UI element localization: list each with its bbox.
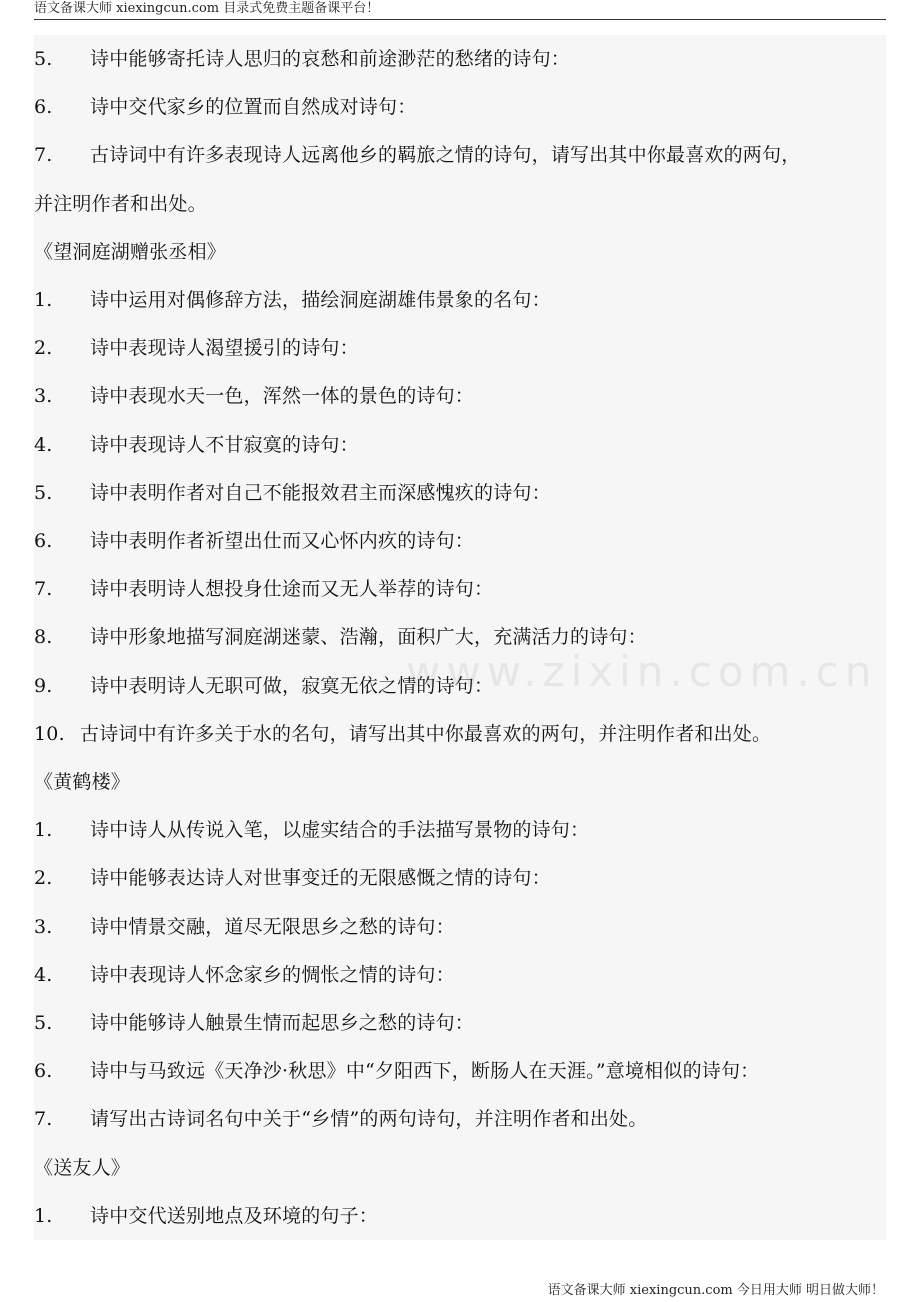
question-number: 2.: [34, 867, 53, 890]
question-line: [34, 662, 493, 710]
question-text: 诗中表现诗人不甘寂寞的诗句：: [90, 433, 359, 456]
question-text: 诗中诗人从传说入笔，以虚实结合的手法描写景物的诗句：: [90, 819, 590, 842]
question-number: 1.: [34, 289, 53, 311]
question-number: 10.: [34, 722, 65, 745]
section-title: [34, 1144, 130, 1192]
question-number: 4.: [34, 963, 53, 986]
question-line: [34, 1192, 378, 1240]
section-title-text: 《望洞庭湖赠张丞相》: [34, 240, 227, 263]
question-text: 诗中能够诗人触景生情而起思乡之愁的诗句：: [90, 1012, 475, 1034]
question-number: 8.: [34, 626, 53, 649]
question-text: 诗中表现诗人渴望援引的诗句：: [90, 337, 359, 360]
section-title: [34, 228, 226, 276]
question-line: [34, 565, 493, 613]
page-footer: [548, 1282, 884, 1300]
question-line: [34, 372, 474, 420]
question-text: 诗中形象地描写洞庭湖迷蒙、浩瀚，面积广大，充满活力的诗句：: [90, 626, 647, 649]
question-number: 1.: [34, 1204, 53, 1227]
question-text: 诗中表明作者祈望出仕而又心怀内疚的诗句：: [90, 530, 475, 552]
question-number: 3.: [34, 915, 53, 938]
question-line: [34, 276, 551, 324]
question-text: 诗中能够表达诗人对世事变迁的无限感慨之情的诗句：: [90, 867, 551, 890]
question-text: 诗中表现水天一色，浑然一体的景色的诗句：: [90, 385, 475, 408]
question-line: [34, 854, 551, 902]
question-text: 诗中交代家乡的位置而自然成对诗句：: [90, 96, 417, 119]
question-number: 7.: [34, 144, 53, 167]
question-number: 1.: [34, 819, 53, 842]
footer-text: 语文备课大师 xiexingcun.com 今日用大师 明日做大师！: [547, 1283, 884, 1298]
question-line: [34, 999, 474, 1047]
question-line: [34, 469, 551, 517]
question-number: 9.: [34, 674, 53, 697]
question-line: [34, 710, 771, 758]
question-line: [34, 35, 570, 83]
question-line: [34, 83, 416, 131]
question-text: 诗中表明作者对自己不能报效君主而深感愧疚的诗句：: [90, 481, 551, 504]
question-text: 诗中表现诗人怀念家乡的惆怅之情的诗句：: [90, 963, 455, 986]
question-line: [34, 1047, 759, 1095]
question-number: 5.: [34, 48, 53, 70]
question-text: 并注明作者和出处。: [34, 192, 207, 215]
question-text: 诗中情景交融，道尽无限思乡之愁的诗句：: [90, 915, 455, 938]
question-number: 7.: [34, 578, 53, 601]
page-header: [34, 0, 886, 20]
question-line: [34, 1095, 647, 1143]
question-text: 古诗词中有许多表现诗人远离他乡的羁旅之情的诗句，请写出其中你最喜欢的两句，: [90, 144, 801, 167]
watermark: www.zixin.com.cn: [406, 647, 878, 696]
question-text: 诗中运用对偶修辞方法，描绘洞庭湖雄伟景象的名句：: [90, 289, 551, 311]
question-text: 诗中能够寄托诗人思归的哀愁和前途渺茫的愁绪的诗句：: [90, 48, 571, 70]
header-text: 语文备课大师 xiexingcun.com 目录式免费主题备课平台！: [34, 1, 380, 16]
question-line: [34, 806, 589, 854]
question-line: [34, 903, 455, 951]
question-line: [34, 421, 359, 469]
question-number: 2.: [34, 337, 53, 360]
question-line: [34, 613, 647, 661]
question-line: [34, 131, 800, 179]
question-number: 4.: [34, 433, 53, 456]
question-number: 5.: [34, 1012, 53, 1034]
document-body: [34, 35, 886, 1240]
section-title-text: 《黄鹤楼》: [34, 771, 131, 793]
question-number: 6.: [34, 96, 53, 119]
question-text: 古诗词中有许多关于水的名句，请写出其中你最喜欢的两句，并注明作者和出处。: [80, 722, 772, 745]
section-title-text: 《送友人》: [34, 1156, 131, 1179]
question-line: [34, 324, 359, 372]
question-line: [34, 180, 207, 228]
question-number: 6.: [34, 1060, 53, 1083]
section-title: [34, 758, 130, 806]
question-number: 6.: [34, 530, 53, 552]
question-text: 诗中与马致远《天净沙·秋思》中“夕阳西下，断肠人在天涯。”意境相似的诗句：: [90, 1060, 760, 1083]
question-line: [34, 951, 455, 999]
question-number: 3.: [34, 385, 53, 408]
question-text: 诗中交代送别地点及环境的句子：: [90, 1204, 379, 1227]
question-line: [34, 517, 474, 565]
question-number: 7.: [34, 1108, 53, 1131]
question-number: 5.: [34, 481, 53, 504]
question-text: 诗中表明诗人想投身仕途而又无人举荐的诗句：: [90, 578, 494, 601]
question-text: 请写出古诗词名句中关于“乡情”的两句诗句，并注明作者和出处。: [90, 1108, 648, 1131]
question-text: 诗中表明诗人无职可做，寂寞无依之情的诗句：: [90, 674, 494, 697]
